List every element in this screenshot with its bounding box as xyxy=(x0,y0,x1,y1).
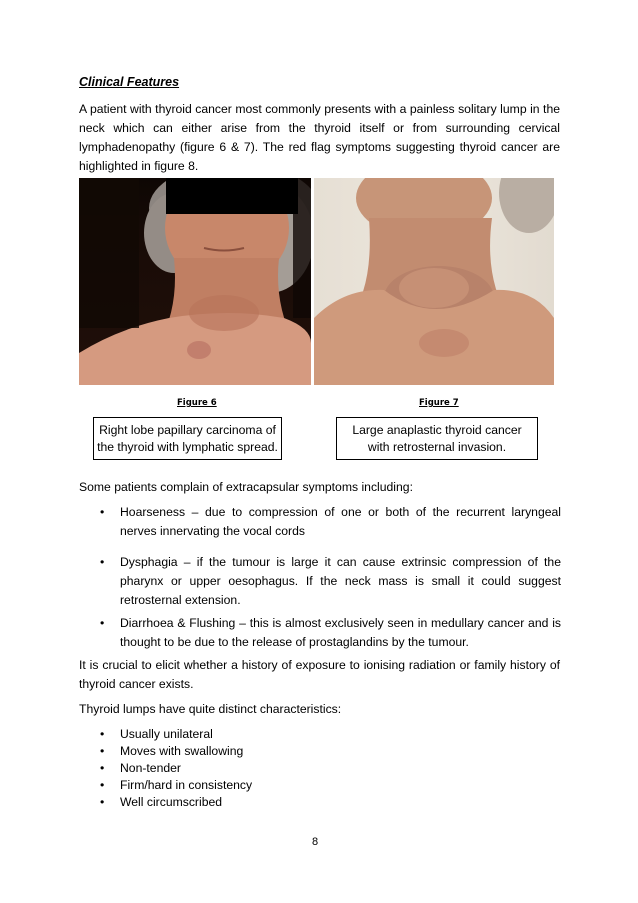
lumps-intro: Thyroid lumps have quite distinct characteristics: xyxy=(79,702,342,716)
extracapsular-intro: Some patients complain of extracapsular symptoms including: xyxy=(79,480,413,494)
bullet-glyph: • xyxy=(100,727,105,741)
bullet-glyph: • xyxy=(100,555,105,569)
characteristic-item: Well circumscribed xyxy=(120,795,223,809)
figure-7-caption-line-2: with retrosternal invasion. xyxy=(367,440,507,454)
bullet-glyph: • xyxy=(100,616,105,630)
figure-6-caption-line-1: Right lobe papillary carcinoma of xyxy=(99,423,276,437)
figure-6-caption xyxy=(93,417,282,460)
symptom-item: Hoarseness – due to compression of one or both of the recurrent laryngeal nerves innervating the vocal cords xyxy=(120,505,561,538)
bullet-glyph: • xyxy=(100,505,105,519)
figure-7-caption xyxy=(336,417,538,460)
eye-censor-bar xyxy=(166,178,298,214)
bullet-glyph: • xyxy=(100,744,105,758)
section-heading: Clinical Features xyxy=(79,75,180,89)
characteristic-item: Firm/hard in consistency xyxy=(120,778,253,792)
characteristic-item: Usually unilateral xyxy=(120,727,213,741)
figure-6-photo xyxy=(79,178,311,385)
bullet-glyph: • xyxy=(100,778,105,792)
bullet-glyph: • xyxy=(100,795,105,809)
characteristic-item: Non-tender xyxy=(120,761,181,775)
figure-7-label: Figure 7 xyxy=(419,398,459,408)
figure-7-photo xyxy=(314,178,554,385)
characteristic-item: Moves with swallowing xyxy=(120,744,244,758)
symptom-item: Dysphagia – if the tumour is large it can cause extrinsic compression of the pharynx or upper oesophagus. If the neck mass is small it could suggest retrosternal extension. xyxy=(120,555,561,607)
figure-7-caption-line-1: Large anaplastic thyroid cancer xyxy=(352,423,522,437)
symptom-item: Diarrhoea & Flushing – this is almost exclusively seen in medullary cancer and is thought to be due to the release of prostaglandins by the tumour. xyxy=(120,616,561,649)
history-paragraph: It is crucial to elicit whether a history of exposure to ionising radiation or family history of thyroid cancer exists. xyxy=(79,658,560,691)
figure-7-illustration xyxy=(314,178,554,385)
figure-6-label: Figure 6 xyxy=(177,398,217,408)
bullet-glyph: • xyxy=(100,761,105,775)
page-number: 8 xyxy=(312,836,319,848)
intro-paragraph: A patient with thyroid cancer most commonly presents with a painless solitary lump in the neck which can either arise from the thyroid itself or from surrounding cervical lymphadenopathy (figure 6 & 7). The red flag symptoms suggesting thyroid cancer are highlighted in figure 8. xyxy=(79,102,560,173)
figure-6-caption-line-2: the thyroid with lymphatic spread. xyxy=(97,440,278,454)
